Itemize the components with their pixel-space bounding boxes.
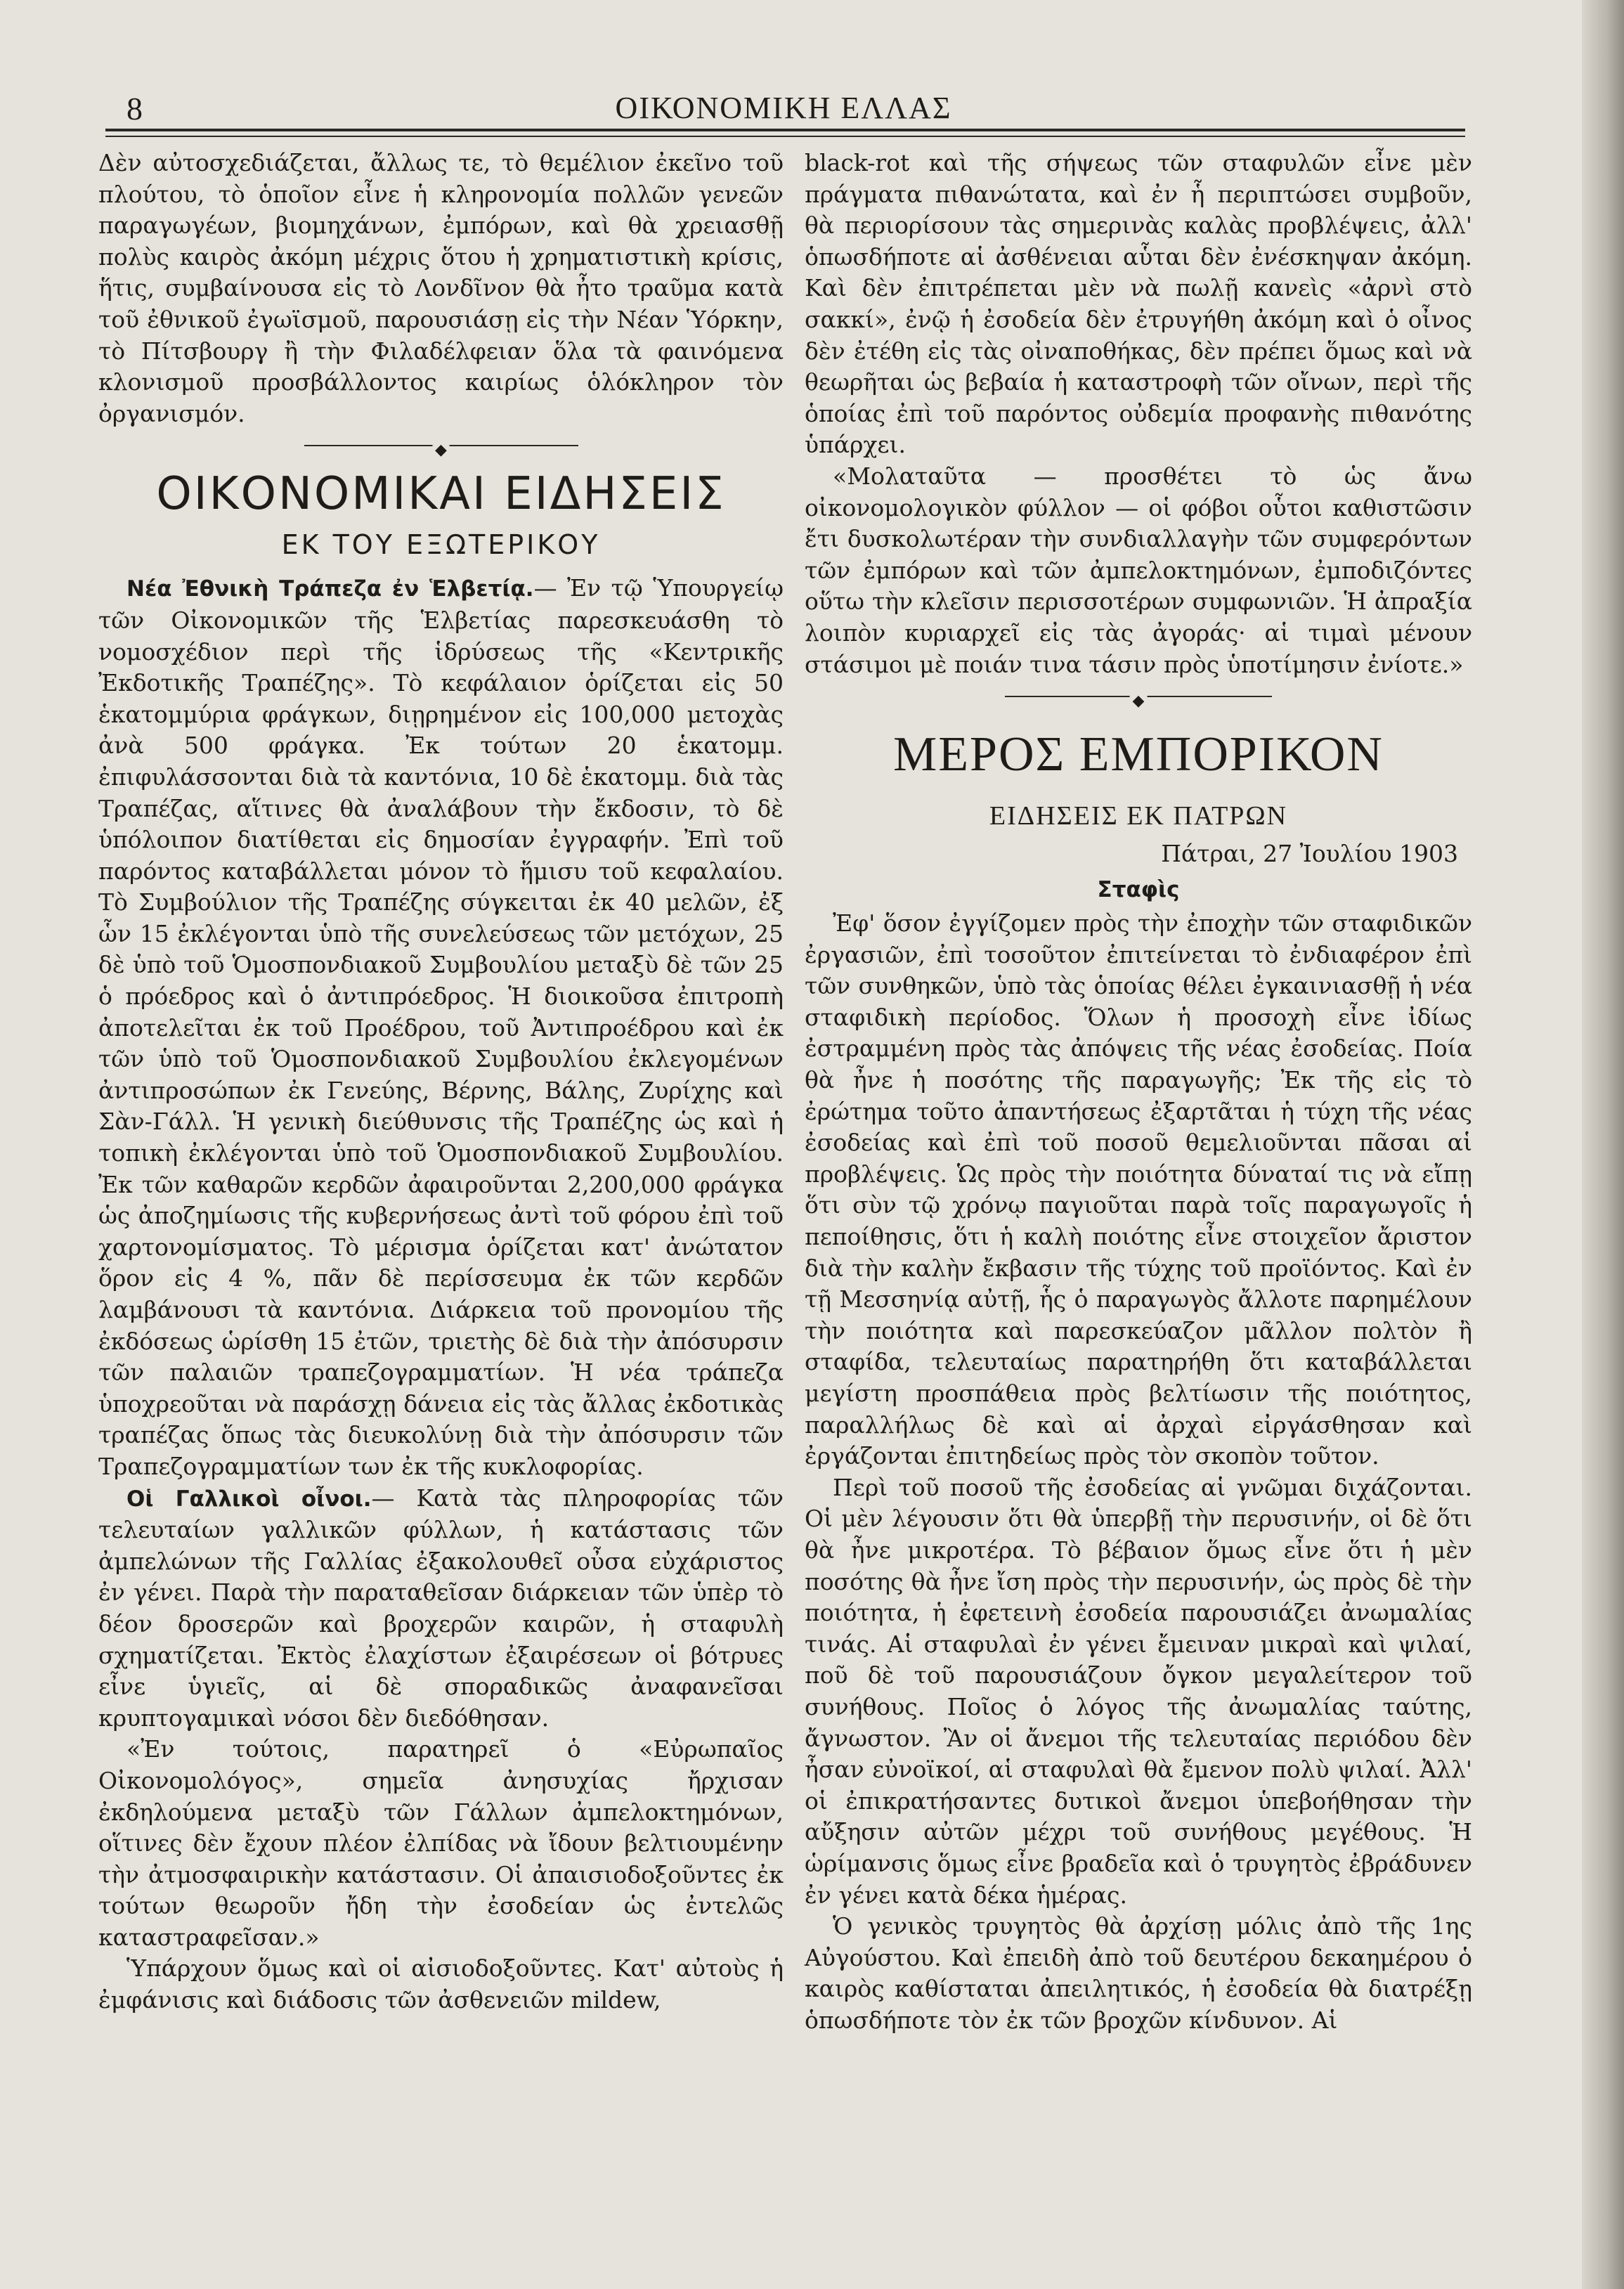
article-title-swiss-bank: Νέα Ἐθνικὴ Τράπεζα ἐν Ἑλβετίᾳ. [126, 576, 534, 602]
article-title-french-wines: Οἱ Γαλλικοὶ οἶνοι. [126, 1486, 372, 1512]
article-swiss-bank [98, 573, 784, 1482]
intro-paragraph: Δὲν αὐτοσχεδιάζεται, ἄλλως τε, τὸ θεμέλιον ἐκεῖνο τοῦ πλούτου, τὸ ὁποῖον εἶνε ἡ κληρονομία πολλῶν γενεῶν παραγωγέων, βιομηχάνων, ἐμπόρων, καὶ θὰ χρειασθῇ πολὺς καιρὸς ἀκόμη μέχρις ὅτου ἡ χρηματιστικὴ κρίσις, ἥτις, συμβαίνουσα εἰς τὸ Λονδῖνον θὰ ἦτο τραῦμα κατὰ τοῦ ἐθνικοῦ ἐγωϊσμοῦ, παρουσιάσῃ εἰς τὴν Νέαν Ὑόρκην, τὸ Πίτσβουργ ἢ τὴν Φιλαδέλφειαν ὅλα τὰ φαινόμενα κλονισμοῦ προσβάλλοντος καιρίως ὁλόκληρον τὸν ὀργανισμόν. [98, 149, 784, 427]
dateline: Πάτραι, 27 Ἰουλίου 1903 [1161, 840, 1458, 868]
page-number: 8 [126, 91, 143, 127]
running-head [98, 83, 1469, 125]
section-title-commercial: ΜΕΡΟΣ ΕΜΠΟΡΙΚΟΝ [893, 727, 1384, 782]
raisin-paragraph-2: Περὶ τοῦ ποσοῦ τῆς ἐσοδείας αἱ γνῶμαι διχάζονται. Οἱ μὲν λέγουσιν ὅτι θὰ ὑπερβῇ τὴν περυσινήν, οἱ δὲ ὅτι θὰ ἦνε μικροτέρα. Τὸ βέβαιον ὅμως εἶνε ὅτι ἡ μὲν ποσότης θὰ ἦνε ἴση πρὸς τὴν περυσινήν, ὡς πρὸς δὲ τὴν ποιότητα, ἡ ἐφετεινὴ ἐσοδεία παρουσιάζει ἀνωμαλίας τινάς. Αἱ σταφυλαὶ ἐν γένει ἔμειναν μικραὶ καὶ ψιλαί, ποῦ δὲ τοῦ παρουσιάζουν ὄγκον μεγαλείτερον τοῦ συνήθους. Ποῖος ὁ λόγος τῆς ἀνωμαλίας ταύτης, ἄγνωστον. Ἂν οἱ ἄνεμοι τῆς τελευταίας περιόδου δὲν ἦσαν εὐνοϊκοί, αἱ σταφυλαὶ θὰ ἔμενον πολὺ ψιλαί. Ἀλλ' οἱ ἐπικρατήσαντες δυτικοὶ ἄνεμοι ὑπεβοήθησαν τὴν αὔξησιν αὐτῶν μέχρι τοῦ συνήθους μεγέθους. Ἡ ὡρίμανσις ὅμως εἶνε βραδεῖα καὶ ὁ τρυγητὸς ἐβράδυνεν ἐν γένει κατὰ δέκα ἡμέρας. [805, 1473, 1472, 1909]
right-column [805, 148, 1472, 2036]
divider-ornament: ◆ [432, 435, 450, 467]
raisin-paragraph-3: Ὁ γενικὸς τρυγητὸς θὰ ἀρχίσῃ μόλις ἀπὸ τῆς 1ης Αὐγούστου. Καὶ ἐπειδὴ ἀπὸ τοῦ δευτέρου δεκαημέρου ὁ καιρὸς καθίσταται ἀπειλητικός, ἡ ἐσοδεία θὰ διατρέξῃ ὁπωσδήποτε τὸν ἐκ τῶν βροχῶν κίνδυνον. Αἱ [805, 1912, 1472, 2034]
header-rule [105, 129, 1465, 131]
article-quote-economist: «Ἐν τούτοις, παρατηρεῖ ὁ «Εὐρωπαῖος Οἰκονομολόγος», σημεῖα ἀνησυχίας ἤρχισαν ἐκδηλούμενα μεταξὺ τῶν Γάλλων ἀμπελοκτημόνων, οἵτινες δὲν ἔχουν πλέον ἐλπίδας νὰ ἴδουν βελτιουμένην τὴν ἀτμοσφαιρικὴν κατάστασιν. Οἱ ἀπαισιοδοξοῦντες ἐκ τούτων θεωροῦν ἤδη τὴν ἐσοδείαν ὡς ἐντελῶς καταστραφεῖσαν.» [98, 1735, 784, 1951]
topic-heading-raisin: Σταφὶς [1097, 877, 1180, 903]
left-column [98, 148, 784, 2016]
article-body-swiss-bank: — Ἐν τῷ Ὑπουργείῳ τῶν Οἰκονομικῶν τῆς Ἑλβετίας παρεσκευάσθη τὸ νομοσχέδιον περὶ τῆς ἱδρύσεως τῆς «Κεντρικῆς Ἐκδοτικῆς Τραπέζης». Τὸ κεφάλαιον ὁρίζεται εἰς 50 ἑκατομμύρια φράγκων, διῃρημένον εἰς 100,000 μετοχὰς ἀνὰ 500 φράγκα. Ἐκ τούτων 20 ἑκατομμ. ἐπιφυλάσσονται διὰ τὰ καντόνια, 10 δὲ ἑκατομμ. διὰ τὰς Τραπέζας, αἵτινες θὰ ἀναλάβουν τὴν ἔκδοσιν, τὸ δὲ ὑπόλοιπον διατίθεται εἰς δημοσίαν ἐγγραφήν. Ἐπὶ τοῦ παρόντος καταβάλλεται μόνον τὸ ἥμισυ τοῦ κεφαλαίου. Τὸ Συμβούλιον τῆς Τραπέζης σύγκειται ἐκ 40 μελῶν, ἐξ ὧν 15 ἐκλέγονται ὑπὸ τῆς συνελεύσεως τῶν μετόχων, 25 δὲ ὑπὸ τοῦ Ὁμοσπονδιακοῦ Συμβουλίου μεταξὺ δὲ τῶν 25 ὁ πρόεδρος καὶ ὁ ἀντιπρόεδρος. Ἡ διοικοῦσα ἐπιτροπὴ ἀποτελεῖται ἐκ τοῦ Προέδρου, τοῦ Ἀντιπροέδρου καὶ ἐκ τῶν ὑπὸ τοῦ Ὁμοσπονδιακοῦ Συμβουλίου ἐκλεγομένων ἀντιπροσώπων ἐκ Γενεύης, Βέρνης, Βάλης, Ζυρίχης καὶ Σὰν-Γάλλ. Ἡ γενικὴ διεύθυνσις τῆς Τραπέζης ὡς καὶ ἡ τοπικὴ ἐκλέγονται ὑπὸ τοῦ Ὁμοσπονδιακοῦ Συμβουλίου. Ἐκ τῶν καθαρῶν κερδῶν ἀφαιροῦνται 2,200,000 φράγκα ὡς ἀποζημίωσις τῆς κυβερνήσεως ἀντὶ τοῦ φόρου ἐπὶ τοῦ χαρτονομίσματος. Τὸ μέρισμα ὁρίζεται κατ' ἀνώτατον ὅρον εἰς 4 %, πᾶν δὲ περίσσευμα ἐκ τῶν κερδῶν λαμβάνουσι τὰ καντόνια. Διάρκεια τοῦ προνομίου τῆς ἐκδόσεως ὡρίσθη 15 ἐτῶν, τριετὴς δὲ διὰ τὴν ἀπόσυρσιν τῶν παλαιῶν τραπεζογραμματίων. Ἡ νέα τράπεζα ὑποχρεοῦται νὰ παράσχῃ δάνεια εἰς τὰς ἄλλας ἐκδοτικὰς τραπέζας ὅπως τὰς διευκολύνῃ διὰ τὴν ἀπόσυρσιν τῶν Τραπεζογραμματίων των ἐκ τῆς κυκλοφορίας. [98, 574, 784, 1480]
section-divider-right [805, 680, 1472, 711]
header-rule-thin [105, 136, 1465, 137]
quote-paragraph: «Μολαταῦτα — προσθέτει τὸ ὡς ἄνω οἰκονομολογικὸν φύλλον — οἱ φόβοι οὗτοι καθιστῶσιν ἔτι δυσκολωτέραν τὴν συνδιαλλαγὴν τῶν συμφερόντων τῶν ἐμπόρων καὶ τῶν ἀμπελοκτημόνων, ἐμποδιζόντες οὕτω τὴν κλεῖσιν περισσοτέρων συμφωνιῶν. Ἡ ἀπραξία λοιπὸν κυριαρχεῖ εἰς τὰς ἀγοράς· αἱ τιμαὶ μένουν στάσιμοι μὲ ποιάν τινα τάσιν πρὸς ὑποτίμησιν ἐνίοτε.» [805, 462, 1472, 678]
article-french-wines [98, 1483, 784, 1734]
raisin-paragraph-1: Ἐφ' ὅσον ἐγγίζομεν πρὸς τὴν ἐποχὴν τῶν σταφιδικῶν ἐργασιῶν, ἐπὶ τοσοῦτον ἐπιτείνεται τὸ ἐνδιαφέρον ἐπὶ τῶν συνθηκῶν, ὑπὸ τὰς ὁποίας θέλει ἐγκαινιασθῇ ἡ νέα σταφιδικὴ περίοδος. Ὅλων ἡ προσοχὴ εἶνε ἰδίως ἐστραμμένη πρὸς τὰς ἀπόψεις τῆς νέας ἐσοδείας. Ποία θὰ ἦνε ἡ ποσότης τῆς παραγωγῆς; Ἐκ τῆς εἰς τὸ ἐρώτημα τοῦτο ἀπαντήσεως ἐξαρτᾶται ἡ τύχη τῆς νέας ἐσοδείας καὶ ἐπὶ τοῦ ποσοῦ θεμελιοῦνται πᾶσαι αἱ προβλέψεις. Ὡς πρὸς τὴν ποιότητα δύναταί τις νὰ εἴπῃ ὅτι σὺν τῷ χρόνῳ παγιοῦται παρὰ τοῖς παραγωγοῖς ἡ πεποίθησις, ὅτι ἡ καλὴ ποιότης εἶνε στοιχεῖον ἄριστον διὰ τὴν καλὴν ἔκβασιν τῆς τύχης τοῦ προϊόντος. Καὶ ἐν τῇ Μεσσηνίᾳ αὐτῇ, ἧς ὁ παραγωγὸς ἄλλοτε παρημέλουν τὴν ποιότητα καὶ παρεσκεύαζον μᾶλλον πολτὸν ἢ σταφίδα, τελευταίως παρατηρήθη ὅτι καταβάλλεται μεγίστη προσπάθεια πρὸς βελτίωσιν τῆς ποιότητος, παραλλήλως δὲ καὶ αἱ ἀρχαὶ εἰργάσθησαν καὶ ἐργάζονται ἐπιτηδείως πρὸς τὸν σκοπὸν τοῦτον. [805, 909, 1472, 1470]
page-edge-shadow [1582, 0, 1624, 2289]
section-title-economic-news: ΟΙΚΟΝΟΜΙΚΑΙ ΕΙΔΗΣΕΙΣ [156, 468, 726, 521]
section-subtitle-foreign: ΕΚ ΤΟΥ ΕΞΩΤΕΡΙΚΟΥ [281, 529, 601, 561]
section-subtitle-patras: ΕΙΔΗΣΕΙΣ ΕΚ ΠΑΤΡΩΝ [989, 801, 1288, 831]
continued-paragraph: black-rot καὶ τῆς σήψεως τῶν σταφυλῶν εἶνε μὲν πράγματα πιθανώτατα, καὶ ἐν ἧ περιπτώσει συμβοῦν, θὰ περιορίσουν τὰς σημερινὰς καλὰς προβλέψεις, ἀλλ' ὁπωσδήποτε αἱ ἀσθένειαι αὗται δὲν ἐνέσκηψαν ἀκόμη. Καὶ δὲν ἐπιτρέπεται μὲν νὰ πωλῇ κανεὶς «ἀρνὶ στὸ σακκί», ἐνῷ ἡ ἐσοδεία δὲν ἐτρυγήθη ἀκόμη καὶ ὁ οἶνος δὲν ἐτέθη εἰς τὰς οἰναποθήκας, δὲν πρέπει ὅμως καὶ νὰ θεωρῆται ὡς βεβαία ἡ καταστροφὴ τῶν οἴνων, περὶ τῆς ὁποίας ἐπὶ τοῦ παρόντος οὐδεμία προφανὴς πιθανότης ὑπάρχει. [805, 149, 1472, 459]
article-body-french-wines: — Κατὰ τὰς πληροφορίας τῶν τελευταίων γαλλικῶν φύλλων, ἡ κατάστασις τῶν ἀμπελώνων τῆς Γαλλίας ἐξακολουθεῖ οὖσα εὐχάριστος ἐν γένει. Παρὰ τὴν παραταθεῖσαν διάρκειαν τῶν ὑπὲρ τὸ δέον δροσερῶν καὶ βροχερῶν καιρῶν, ἡ σταφυλὴ σχηματίζεται. Ἐκτὸς ἐλαχίστων ἐξαιρέσεων οἱ βότρυες εἶνε ὑγιεῖς, αἱ δὲ σποραδικῶς ἀναφανεῖσαι κρυπτογαμικαὶ νόσοι δὲν διεδόθησαν. [98, 1484, 784, 1732]
article-continuation: Ὑπάρχουν ὅμως καὶ οἱ αἰσιοδοξοῦντες. Κατ' αὐτοὺς ἡ ἐμφάνισις καὶ διάδοσις τῶν ἀσθενειῶν mildew, [98, 1954, 784, 2014]
section-divider [98, 429, 784, 460]
divider-ornament-right: ◆ [1130, 686, 1148, 718]
journal-title: ΟΙΚΟΝΟΜΙΚΗ ΕΛΛΑΣ [615, 91, 952, 125]
